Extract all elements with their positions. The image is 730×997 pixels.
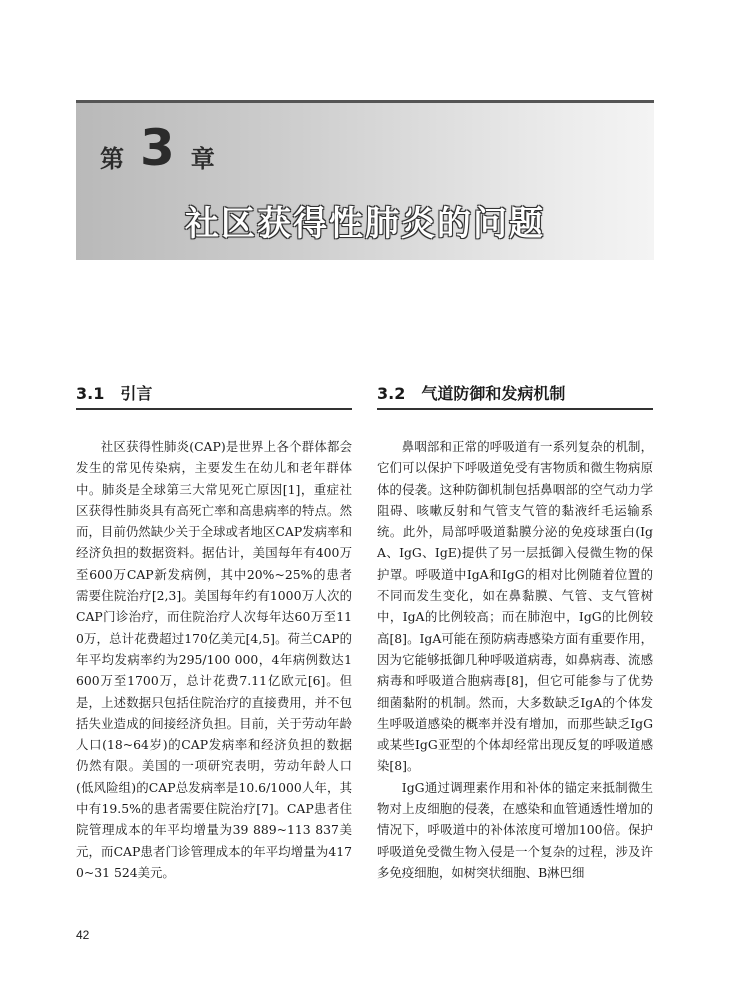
- page-number: 42: [76, 928, 90, 942]
- banner-top-rule: [76, 100, 654, 103]
- section-body: [76, 436, 352, 883]
- chapter-number-line: [100, 119, 215, 177]
- section-title: 气道防御和发病机制: [421, 384, 566, 403]
- section-introduction: [76, 383, 352, 883]
- chapter-title: 社区获得性肺炎的问题: [185, 204, 545, 244]
- chapter-suffix: 章: [190, 145, 215, 173]
- section-heading: [76, 383, 352, 410]
- body-paragraph: 社区获得性肺炎(CAP)是世界上各个群体都会发生的常见传染病，主要发生在幼儿和老年群体中。肺炎是全球第三大常见死亡原因[1]，重症社区获得性肺炎具有高死亡率和高患病率的特点。然而，目前仍然缺少关于全球或者地区CAP发病率和经济负担的数据资料。据估计，美国每年有400万至600万CAP新发病例，其中20%~25%的患者需要住院治疗[2,3]。美国每年约有1000万人次的CAP门诊治疗，而住院治疗人次每年达60万至110万，总计花费超过170亿美元[4,5]。荷兰CAP的年平均发病率约为295/100 000，4年病例数达1600万至1700万，总计花费7.11亿欧元[6]。但是，上述数据只包括住院治疗的直接费用，并不包括失业造成的间接经济负担。目前，关于劳动年龄人口(18~64岁)的CAP发病率和经济负担的数据仍然有限。美国的一项研究表明，劳动年龄人口(低风险组)的CAP总发病率是10.6/1000人年，其中有19.5%的患者需要住院治疗[7]。CAP患者住院管理成本的年平均增量为39 889~113 837美元，而CAP患者门诊管理成本的年平均增量为4170~31 524美元。: [76, 439, 352, 880]
- chapter-prefix: 第: [100, 145, 124, 173]
- body-paragraph: IgG通过调理素作用和补体的锚定来抵制微生物对上皮细胞的侵袭，在感染和血管通透性增加的情况下，呼吸道中的补体浓度可增加100倍。保护呼吸道免受微生物入侵是一个复杂的过程，涉及许多免疫细胞，如树突状细胞、B淋巴细: [377, 779, 653, 880]
- chapter-number: 3: [140, 119, 175, 177]
- section-number: 3.2: [377, 384, 406, 403]
- section-airway-defense: [377, 383, 653, 883]
- body-paragraph: 鼻咽部和正常的呼吸道有一系列复杂的机制，它们可以保护下呼吸道免受有害物质和微生物病原体的侵袭。这种防御机制包括鼻咽部的空气动力学阻碍、咳嗽反射和气管支气管的黏液纤毛运输系统。此外，局部呼吸道黏膜分泌的免疫球蛋白(IgA、IgG、IgE)提供了另一层抵御入侵微生物的保护罩。呼吸道中IgA和IgG的相对比例随着位置的不同而发生变化，如在鼻黏膜、气管、支气管树中，IgA的比例较高；而在肺泡中，IgG的比例较高[8]。IgA可能在预防病毒感染方面有重要作用，因为它能够抵御几种呼吸道病毒，如鼻病毒、流感病毒和呼吸道合胞病毒[8]，但它可能参与了优势细菌黏附的机制。然而，大多数缺乏IgA的个体发生呼吸道感染的概率并没有增加，而那些缺乏IgG或某些IgG亚型的个体却经常出现反复的呼吸道感染[8]。: [377, 439, 653, 774]
- section-body: [377, 436, 653, 883]
- section-title: 引言: [120, 384, 153, 403]
- section-heading: [377, 383, 653, 410]
- section-number: 3.1: [76, 384, 105, 403]
